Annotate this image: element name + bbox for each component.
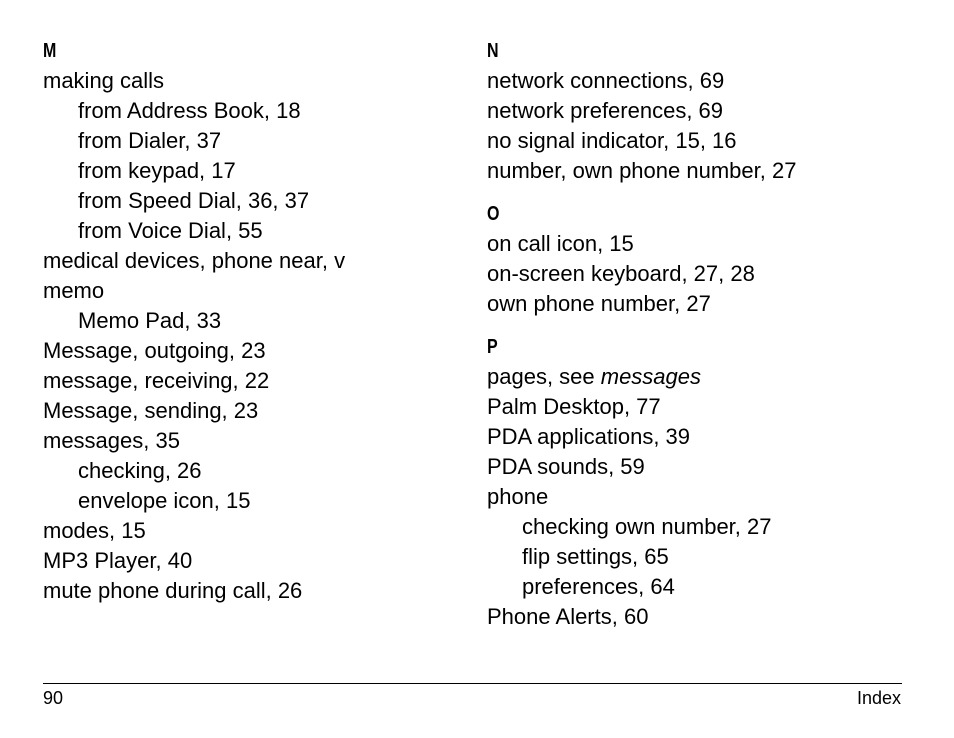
index-subentry: envelope icon, 15 — [78, 488, 251, 513]
right-column — [487, 36, 927, 632]
index-entry: number, own phone number, 27 — [487, 158, 797, 183]
footer-rule — [43, 683, 902, 684]
index-entry: PDA applications, 39 — [487, 424, 691, 449]
index-subentry: from Dialer, 37 — [78, 128, 222, 153]
index-subentry: flip settings, 65 — [522, 544, 669, 569]
index-entry: Message, sending, 23 — [43, 398, 259, 423]
index-entry: own phone number, 27 — [487, 291, 711, 316]
index-subentry: from Speed Dial, 36, 37 — [78, 188, 310, 213]
index-subentry: Memo Pad, 33 — [78, 308, 222, 333]
section-gap — [487, 319, 927, 332]
index-entry: making calls — [43, 68, 165, 93]
index-entry: PDA sounds, 59 — [487, 454, 645, 479]
index-entry: network connections, 69 — [487, 68, 725, 93]
pages-prefix: pages, see — [487, 364, 601, 389]
pages-cross-reference: messages — [600, 364, 702, 389]
index-entry: phone — [487, 484, 549, 509]
index-entry-pages — [487, 362, 927, 392]
index-subentry: preferences, 64 — [522, 574, 675, 599]
index-entry: Phone Alerts, 60 — [487, 604, 649, 629]
index-entry: on call icon, 15 — [487, 231, 634, 256]
section-heading-p: P — [487, 336, 498, 358]
index-subentry: checking, 26 — [78, 458, 202, 483]
section-gap — [487, 186, 927, 199]
section-heading-n: N — [487, 40, 499, 62]
index-subentry: checking own number, 27 — [522, 514, 772, 539]
index-entry: messages, 35 — [43, 428, 180, 453]
index-entry: message, receiving, 22 — [43, 368, 270, 393]
running-head: Index — [856, 688, 901, 708]
index-entry: network preferences, 69 — [487, 98, 724, 123]
index-subentry: from Voice Dial, 55 — [78, 218, 263, 243]
index-entry: mute phone during call, 26 — [43, 578, 303, 603]
index-entry: memo — [43, 278, 105, 303]
index-entry: MP3 Player, 40 — [43, 548, 193, 573]
index-subentry: from Address Book, 18 — [78, 98, 301, 123]
index-entry: medical devices, phone near, v — [43, 248, 346, 273]
section-heading-o: O — [487, 203, 500, 225]
index-entry: Message, outgoing, 23 — [43, 338, 266, 363]
index-entry: no signal indicator, 15, 16 — [487, 128, 737, 153]
page-number: 90 — [43, 688, 64, 708]
index-entry: on-screen keyboard, 27, 28 — [487, 261, 755, 286]
index-subentry: from keypad, 17 — [78, 158, 236, 183]
index-entry: Palm Desktop, 77 — [487, 394, 661, 419]
section-heading-m: M — [43, 40, 57, 62]
index-entry: modes, 15 — [43, 518, 146, 543]
left-column — [43, 36, 463, 606]
